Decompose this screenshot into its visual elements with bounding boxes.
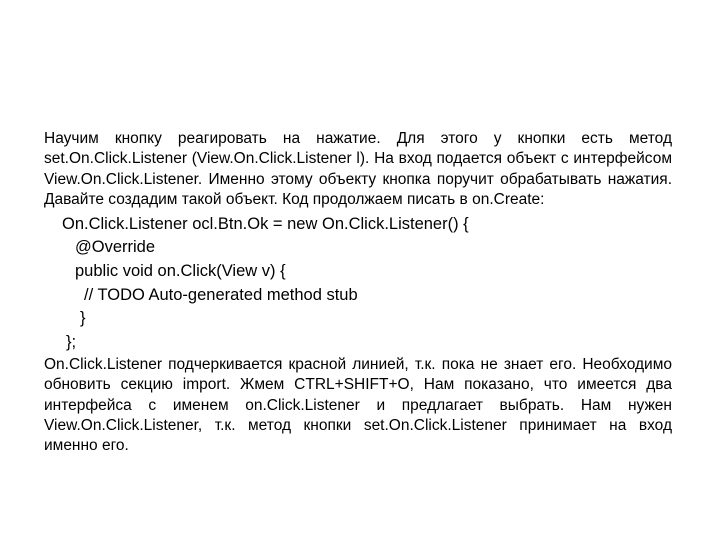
code-line-todo-comment: // TODO Auto-generated method stub (84, 285, 358, 304)
intro-paragraph: Научим кнопку реагировать на нажатие. Для этого у кнопки есть метод set.On.Click.Listener (View.On.Click.Listener l). На вход подается объект с интерфейсом View.On.Click.Listener. Именно этому объекту кнопка поручит обрабатывать нажатия. Давайте создадим такой объект. Код продолжаем писать в on.Create: (44, 130, 672, 209)
code-line-override: @Override (75, 238, 156, 257)
code-line-method-close: } (80, 309, 86, 328)
closing-paragraph: On.Click.Listener подчеркивается красной линией, т.к. пока не знает его. Необходимо обновить секцию import. Жмем CTRL+SHIFT+O, Нам показано, что имеется два интерфейса с именем on.Click.Listener и предлагает выбрать. Нам нужен View.On.Click.Listener, т.к. метод кнопки set.On.Click.Listener принимает на вход именно его. (44, 355, 672, 455)
slide-content (44, 129, 672, 457)
code-block (44, 213, 672, 355)
code-line-onclick-method: public void on.Click(View v) { (75, 262, 286, 280)
code-line-listener-close: }; (66, 333, 77, 352)
code-line-listener-declaration: On.Click.Listener ocl.Btn.Ok = new On.Click.Listener() { (62, 214, 469, 233)
